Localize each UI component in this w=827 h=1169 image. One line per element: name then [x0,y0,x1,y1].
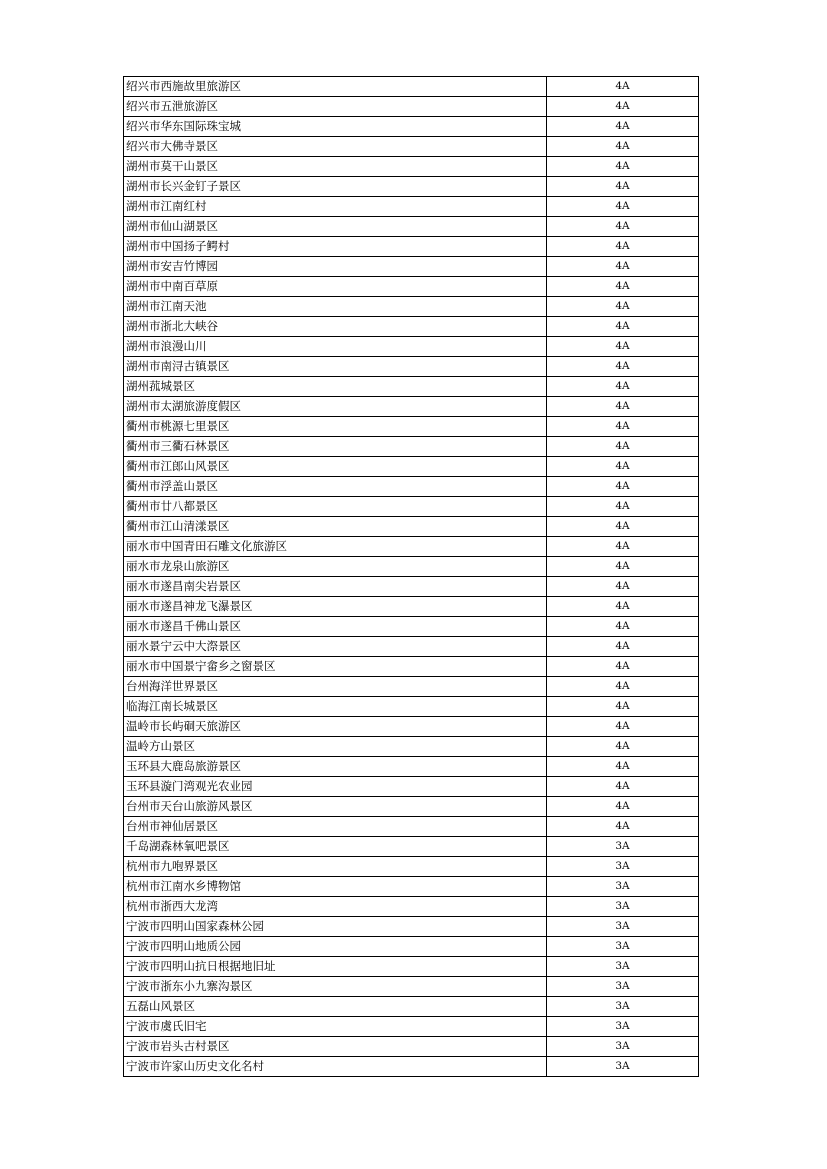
table-row [124,297,699,317]
table-row [124,897,699,917]
table-row [124,857,699,877]
table-body [124,77,699,1077]
table-row [124,717,699,737]
scenic-area-name-cell: 绍兴市大佛寺景区 [124,137,547,157]
table-row [124,77,699,97]
scenic-area-name-cell: 绍兴市华东国际珠宝城 [124,117,547,137]
scenic-area-grade-cell: 4A [547,217,699,237]
table-row [124,117,699,137]
table-row [124,517,699,537]
scenic-area-grade-cell: 4A [547,757,699,777]
scenic-area-grade-cell: 4A [547,337,699,357]
table-row [124,377,699,397]
scenic-area-name-cell: 杭州市九咆界景区 [124,857,547,877]
scenic-area-grade-cell: 4A [547,317,699,337]
scenic-area-name-cell: 衢州市浮盖山景区 [124,477,547,497]
table-row [124,177,699,197]
scenic-area-grade-cell: 3A [547,837,699,857]
scenic-area-grade-cell: 3A [547,897,699,917]
scenic-area-grade-cell: 4A [547,137,699,157]
scenic-area-name-cell: 温岭方山景区 [124,737,547,757]
scenic-area-name-cell: 玉环县大鹿岛旅游景区 [124,757,547,777]
scenic-area-name-cell: 湖州市长兴金钉子景区 [124,177,547,197]
scenic-area-grade-cell: 3A [547,1057,699,1077]
scenic-area-grade-cell: 4A [547,797,699,817]
scenic-area-grade-cell: 4A [547,97,699,117]
table-row [124,817,699,837]
table-row [124,877,699,897]
scenic-area-name-cell: 丽水市中国青田石雕文化旅游区 [124,537,547,557]
scenic-area-grade-cell: 4A [547,537,699,557]
scenic-area-grade-cell: 4A [547,617,699,637]
table-row [124,557,699,577]
scenic-area-grade-cell: 4A [547,397,699,417]
table-row [124,777,699,797]
scenic-area-grade-cell: 3A [547,997,699,1017]
scenic-area-grade-cell: 3A [547,1017,699,1037]
scenic-area-name-cell: 湖州市江南红村 [124,197,547,217]
table-row [124,957,699,977]
scenic-area-grade-cell: 3A [547,977,699,997]
scenic-area-grade-cell: 3A [547,1037,699,1057]
table-row [124,97,699,117]
table-row [124,357,699,377]
scenic-area-name-cell: 丽水市遂昌神龙飞瀑景区 [124,597,547,617]
scenic-area-table [123,76,699,1077]
table-row [124,657,699,677]
scenic-area-grade-cell: 3A [547,877,699,897]
scenic-area-name-cell: 宁波市四明山地质公园 [124,937,547,957]
scenic-area-name-cell: 绍兴市五泄旅游区 [124,97,547,117]
scenic-area-name-cell: 湖州市江南天池 [124,297,547,317]
scenic-area-grade-cell: 4A [547,497,699,517]
scenic-area-grade-cell: 4A [547,257,699,277]
scenic-area-grade-cell: 4A [547,177,699,197]
scenic-area-name-cell: 台州海洋世界景区 [124,677,547,697]
table-row [124,597,699,617]
scenic-area-grade-cell: 4A [547,417,699,437]
scenic-area-grade-cell: 3A [547,937,699,957]
table-row [124,617,699,637]
table-row [124,937,699,957]
table-row [124,797,699,817]
scenic-area-name-cell: 湖州市浙北大峡谷 [124,317,547,337]
scenic-area-grade-cell: 4A [547,157,699,177]
table-row [124,577,699,597]
scenic-area-name-cell: 绍兴市西施故里旅游区 [124,77,547,97]
scenic-area-name-cell: 宁波市许家山历史文化名村 [124,1057,547,1077]
scenic-area-name-cell: 湖州市莫干山景区 [124,157,547,177]
scenic-area-grade-cell: 4A [547,377,699,397]
table-row [124,457,699,477]
table-row [124,537,699,557]
scenic-area-name-cell: 衢州市江山清漾景区 [124,517,547,537]
scenic-area-grade-cell: 4A [547,777,699,797]
table-row [124,237,699,257]
table-row [124,257,699,277]
table-row [124,737,699,757]
table-row [124,417,699,437]
scenic-area-grade-cell: 4A [547,297,699,317]
scenic-area-name-cell: 湖州市太湖旅游度假区 [124,397,547,417]
table-row [124,1037,699,1057]
table-row [124,677,699,697]
scenic-area-name-cell: 丽水市遂昌南尖岩景区 [124,577,547,597]
scenic-area-name-cell: 杭州市江南水乡博物馆 [124,877,547,897]
scenic-area-name-cell: 千岛湖森林氧吧景区 [124,837,547,857]
table-row [124,397,699,417]
scenic-area-grade-cell: 4A [547,457,699,477]
scenic-area-grade-cell: 4A [547,197,699,217]
scenic-area-grade-cell: 4A [547,657,699,677]
table-row [124,837,699,857]
scenic-area-grade-cell: 4A [547,577,699,597]
scenic-area-name-cell: 湖州市浪漫山川 [124,337,547,357]
table-row [124,997,699,1017]
scenic-area-name-cell: 丽水景宁云中大漈景区 [124,637,547,657]
table-row [124,697,699,717]
table-row [124,977,699,997]
scenic-area-grade-cell: 3A [547,917,699,937]
scenic-area-name-cell: 台州市天台山旅游风景区 [124,797,547,817]
scenic-area-grade-cell: 4A [547,77,699,97]
scenic-area-name-cell: 湖州市南浔古镇景区 [124,357,547,377]
scenic-area-grade-cell: 3A [547,857,699,877]
scenic-area-grade-cell: 4A [547,477,699,497]
scenic-area-grade-cell: 4A [547,717,699,737]
scenic-area-name-cell: 宁波市四明山抗日根据地旧址 [124,957,547,977]
scenic-area-grade-cell: 4A [547,237,699,257]
scenic-area-name-cell: 宁波市四明山国家森林公园 [124,917,547,937]
scenic-area-name-cell: 衢州市三衢石林景区 [124,437,547,457]
scenic-area-name-cell: 湖州市仙山湖景区 [124,217,547,237]
scenic-area-name-cell: 丽水市中国景宁畲乡之窗景区 [124,657,547,677]
scenic-area-grade-cell: 4A [547,737,699,757]
scenic-area-grade-cell: 4A [547,557,699,577]
scenic-area-name-cell: 宁波市浙东小九寨沟景区 [124,977,547,997]
scenic-area-name-cell: 衢州市桃源七里景区 [124,417,547,437]
scenic-area-name-cell: 台州市神仙居景区 [124,817,547,837]
scenic-area-grade-cell: 4A [547,817,699,837]
scenic-area-grade-cell: 4A [547,277,699,297]
scenic-area-name-cell: 丽水市龙泉山旅游区 [124,557,547,577]
table-row [124,317,699,337]
table-row [124,757,699,777]
scenic-area-name-cell: 湖州市中南百草原 [124,277,547,297]
table-row [124,1017,699,1037]
table-row [124,277,699,297]
scenic-area-grade-cell: 4A [547,517,699,537]
scenic-area-name-cell: 湖州市安吉竹博园 [124,257,547,277]
table-row [124,917,699,937]
scenic-area-grade-cell: 4A [547,677,699,697]
table-row [124,1057,699,1077]
scenic-area-grade-cell: 4A [547,357,699,377]
scenic-area-grade-cell: 4A [547,597,699,617]
table-row [124,197,699,217]
table-row [124,217,699,237]
scenic-area-name-cell: 湖州市中国扬子鳄村 [124,237,547,257]
table-row [124,637,699,657]
scenic-area-name-cell: 温岭市长屿硐天旅游区 [124,717,547,737]
scenic-area-name-cell: 杭州市浙西大龙湾 [124,897,547,917]
scenic-area-name-cell: 丽水市遂昌千佛山景区 [124,617,547,637]
table-row [124,477,699,497]
scenic-area-grade-cell: 3A [547,957,699,977]
scenic-area-grade-cell: 4A [547,117,699,137]
scenic-area-name-cell: 衢州市廿八都景区 [124,497,547,517]
table-row [124,157,699,177]
table-row [124,497,699,517]
scenic-area-grade-cell: 4A [547,697,699,717]
table-row [124,337,699,357]
scenic-area-name-cell: 玉环县漩门湾观光农业园 [124,777,547,797]
scenic-area-name-cell: 宁波市虞氏旧宅 [124,1017,547,1037]
table-row [124,137,699,157]
table-row [124,437,699,457]
scenic-area-name-cell: 衢州市江郎山风景区 [124,457,547,477]
scenic-area-name-cell: 宁波市岩头古村景区 [124,1037,547,1057]
scenic-area-grade-cell: 4A [547,637,699,657]
scenic-area-name-cell: 临海江南长城景区 [124,697,547,717]
scenic-area-grade-cell: 4A [547,437,699,457]
scenic-area-name-cell: 五磊山风景区 [124,997,547,1017]
scenic-area-name-cell: 湖州菰城景区 [124,377,547,397]
